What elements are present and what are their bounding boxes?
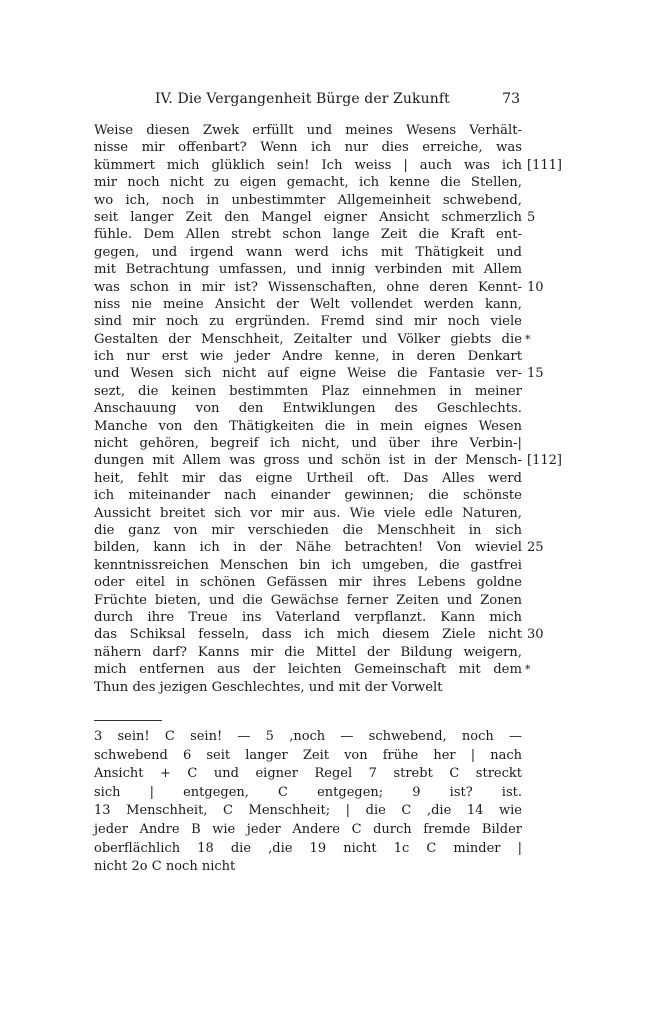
margin-mark — [522, 174, 582, 191]
margin-mark: 25 — [527, 540, 544, 556]
footnote-line: 3 sein! C sein! — 5 ,noch — schwebend, noch — — [94, 729, 522, 744]
margin-mark — [522, 679, 582, 696]
footnote-line: jeder Andre B wie jeder Andere C durch fremde Bilder — [94, 821, 522, 837]
margin-mark — [522, 435, 582, 452]
text-line: bilden, kann ich in der Nähe betrachten! Von wieviel — [94, 540, 522, 556]
margin-mark — [522, 226, 582, 243]
margin-mark — [522, 574, 582, 591]
margin-mark — [522, 348, 582, 365]
text-line: niss nie meine Ansicht der Welt vollendet werden kann, — [94, 296, 522, 312]
text-line: mich entfernen aus der leichten Gemeinschaft mit dem — [94, 662, 522, 678]
margin-mark — [522, 644, 582, 661]
footnote-line: schwebend 6 seit langer Zeit von frühe her | nach — [94, 747, 522, 763]
text-line: sind mir noch zu ergründen. Fremd sind mir noch viele — [94, 314, 522, 330]
margin-mark: 10 — [527, 279, 544, 295]
text-line: wo ich, noch in unbestimmter Allgemeinheit schwebend, — [94, 192, 522, 208]
margin-line-numbers — [522, 122, 582, 696]
text-line: Gestalten der Menschheit, Zeitalter und Völker giebts die — [94, 331, 522, 347]
text-line: oder eitel in schönen Gefässen mir ihres Lebens goldne — [94, 575, 522, 591]
margin-mark — [522, 122, 582, 139]
text-line: Thun des jezigen Geschlechtes, und mit der Vorwelt — [94, 679, 443, 695]
text-line: durch ihre Treue ins Vaterland verpflanzt. Kann mich — [94, 609, 522, 625]
margin-mark — [522, 244, 582, 261]
margin-mark — [522, 557, 582, 574]
footnote-line: nicht 2o C noch nicht — [94, 859, 236, 875]
margin-mark: [112] — [527, 453, 562, 469]
page-number: 73 — [502, 91, 520, 107]
margin-mark — [522, 487, 582, 504]
text-line: kenntnissreichen Menschen bin ich umgeben, die gastfrei — [94, 557, 522, 573]
critical-apparatus — [94, 728, 522, 877]
footnote-line: 13 Menschheit, C Menschheit; | die C ,die 14 wie — [94, 803, 522, 819]
text-line: Weise diesen Zwek erfüllt und meines Wesens Verhält- — [94, 123, 522, 138]
margin-mark: 5 — [527, 209, 536, 225]
text-line: ich nur erst wie jeder Andre kenne, in deren Denkart — [94, 349, 522, 365]
margin-mark — [522, 296, 582, 313]
margin-mark — [522, 418, 582, 435]
margin-mark — [522, 313, 582, 330]
margin-mark — [522, 609, 582, 626]
text-line: Anschauung von den Entwiklungen des Geschlechts. — [94, 401, 522, 417]
margin-mark: * — [525, 332, 531, 346]
margin-mark — [522, 592, 582, 609]
text-line: kümmert mich glüklich sein! Ich weiss | auch was ich — [94, 157, 522, 173]
margin-mark — [522, 383, 582, 400]
text-line: Früchte bieten, und die Gewächse ferner Zeiten und Zonen — [94, 592, 522, 608]
footnote-line: Ansicht + C und eigner Regel 7 strebt C streckt — [94, 766, 522, 782]
margin-mark — [522, 139, 582, 156]
margin-mark — [522, 192, 582, 209]
margin-mark — [522, 400, 582, 417]
main-text — [94, 122, 522, 696]
footnote-separator — [94, 720, 162, 721]
chapter-title: IV. Die Vergangenheit Bürge der Zukunft — [155, 91, 450, 107]
footnote-line: oberflächlich 18 die ,die 19 nicht 1c C minder | — [94, 840, 522, 856]
margin-mark: * — [525, 663, 531, 677]
margin-mark — [522, 470, 582, 487]
text-line: sezt, die keinen bestimmten Plaz einnehmen in meiner — [94, 383, 522, 399]
text-line: mit Betrachtung umfassen, und innig verbinden mit Allem — [94, 262, 522, 278]
margin-mark: 15 — [527, 366, 544, 382]
text-line: nähern darf? Kanns mir die Mittel der Bildung weigern, — [94, 644, 522, 660]
text-line: fühle. Dem Allen strebt schon lange Zeit die Kraft ent- — [94, 227, 522, 243]
text-line: Aussicht breitet sich vor mir aus. Wie viele edle Naturen, — [94, 505, 522, 521]
margin-mark — [522, 505, 582, 522]
text-line: seit langer Zeit den Mangel eigner Ansicht schmerzlich — [94, 209, 522, 225]
text-line: was schon in mir ist? Wissenschaften, ohne deren Kennt- — [94, 279, 522, 295]
margin-mark: 30 — [527, 627, 544, 643]
text-line: ich miteinander nach einander gewinnen; die schönste — [94, 488, 522, 504]
text-line: Manche von den Thätigkeiten die in mein eignes Wesen — [94, 418, 522, 434]
text-line: heit, fehlt mir das eigne Urtheil oft. Das Alles werd — [94, 470, 522, 486]
text-line: das Schiksal fesseln, dass ich mich diesem Ziele nicht — [94, 627, 522, 643]
margin-mark — [522, 261, 582, 278]
text-line: und Wesen sich nicht auf eigne Weise die Fantasie ver- — [94, 366, 522, 382]
footnote-line: sich | entgegen, C entgegen; 9 ist? ist. — [94, 784, 522, 800]
text-line: die ganz von mir verschieden die Menschheit in sich — [94, 522, 522, 538]
margin-mark — [522, 522, 582, 539]
margin-mark: [111] — [527, 157, 562, 173]
text-line: dungen mit Allem was gross und schön ist in der Mensch- — [94, 453, 522, 469]
text-line: mir noch nicht zu eigen gemacht, ich kenne die Stellen, — [94, 175, 522, 191]
text-line: gegen, und irgend wann werd ichs mit Thätigkeit und — [94, 244, 522, 260]
text-line: nisse mir offenbart? Wenn ich nur dies erreiche, was — [94, 140, 522, 156]
text-line: nicht gehören, begreif ich nicht, und über ihre Verbin-| — [94, 436, 522, 452]
